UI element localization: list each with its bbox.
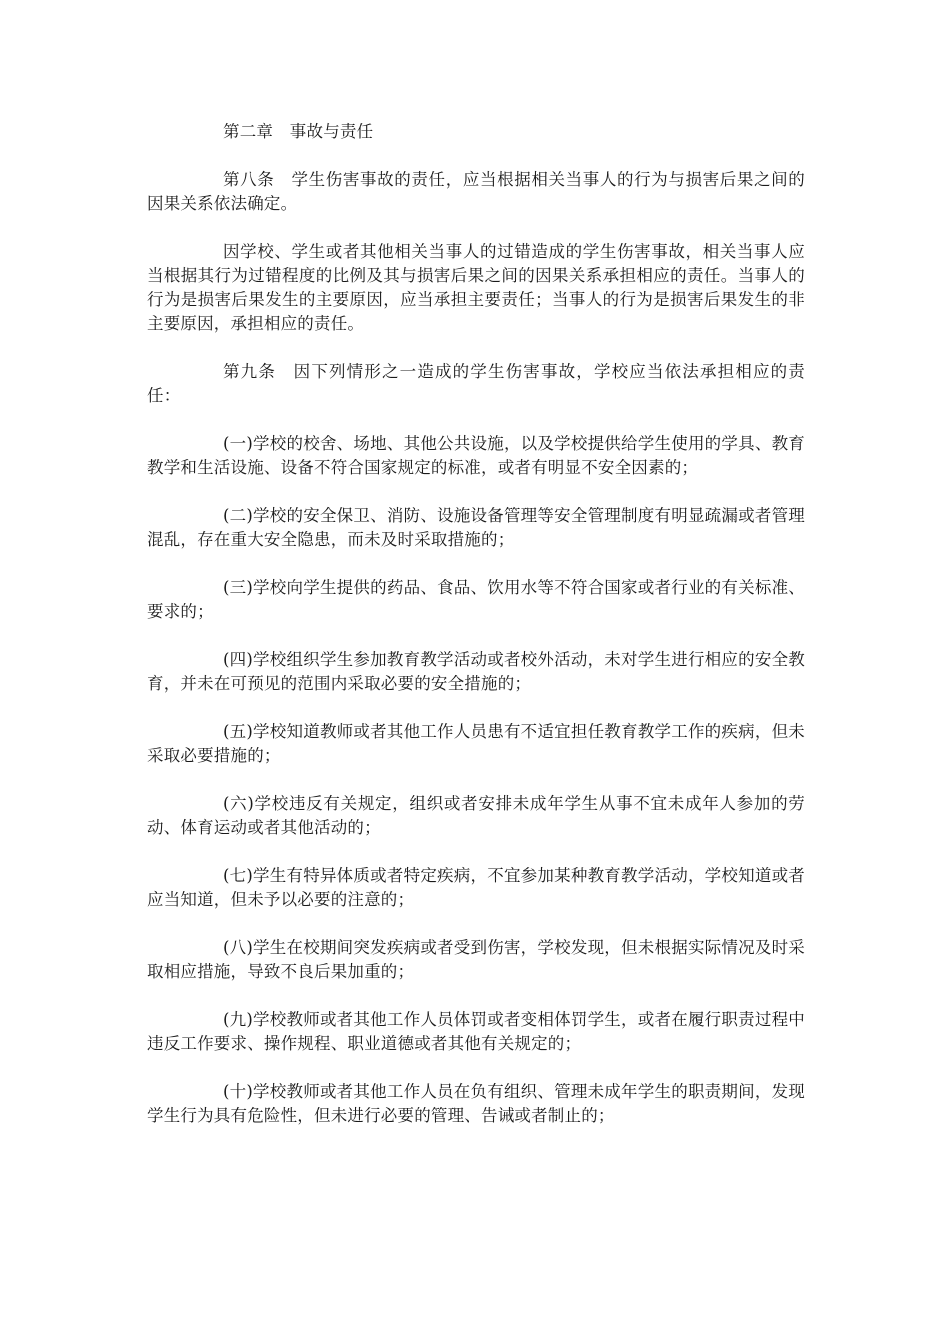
article-9-item-4: (四)学校组织学生参加教育教学活动或者校外活动，未对学生进行相应的安全教育，并未在可预见的范围内采取必要的安全措施的； [147,650,805,693]
article-9-item-6: (六)学校违反有关规定，组织或者安排未成年学生从事不宜未成年人参加的劳动、体育运动或者其他活动的； [147,794,805,837]
article-9-item-7: (七)学生有特异体质或者特定疾病，不宜参加某种教育教学活动，学校知道或者应当知道，但未予以必要的注意的； [147,866,805,909]
article-9-item-1: (一)学校的校舍、场地、其他公共设施，以及学校提供给学生使用的学具、教育教学和生活设施、设备不符合国家规定的标准，或者有明显不安全因素的； [147,434,805,477]
article-9-item-3: (三)学校向学生提供的药品、食品、饮用水等不符合国家或者行业的有关标准、要求的； [147,578,805,621]
article-9-item-2: (二)学校的安全保卫、消防、设施设备管理等安全管理制度有明显疏漏或者管理混乱，存在重大安全隐患，而未及时采取措施的； [147,506,805,549]
article-9-item-10: (十)学校教师或者其他工作人员在负有组织、管理未成年学生的职责期间，发现学生行为具有危险性，但未进行必要的管理、告诫或者制止的； [147,1082,805,1125]
article-8: 第八条 学生伤害事故的责任，应当根据相关当事人的行为与损害后果之间的因果关系依法确定。 [147,170,805,213]
article-8-paragraph-2: 因学校、学生或者其他相关当事人的过错造成的学生伤害事故，相关当事人应当根据其行为过错程度的比例及其与损害后果之间的因果关系承担相应的责任。当事人的行为是损害后果发生的主要原因，应当承担主要责任；当事人的行为是损害后果发生的非主要原因，承担相应的责任。 [147,242,805,333]
chapter-heading: 第二章 事故与责任 [223,122,374,141]
article-9: 第九条 因下列情形之一造成的学生伤害事故，学校应当依法承担相应的责任： [147,362,805,405]
article-9-item-5: (五)学校知道教师或者其他工作人员患有不适宜担任教育教学工作的疾病，但未采取必要措施的； [147,722,805,765]
document-page [147,120,805,1152]
article-9-item-9: (九)学校教师或者其他工作人员体罚或者变相体罚学生，或者在履行职责过程中违反工作要求、操作规程、职业道德或者其他有关规定的； [147,1010,805,1053]
article-9-item-8: (八)学生在校期间突发疾病或者受到伤害，学校发现，但未根据实际情况及时采取相应措施，导致不良后果加重的； [147,938,805,981]
